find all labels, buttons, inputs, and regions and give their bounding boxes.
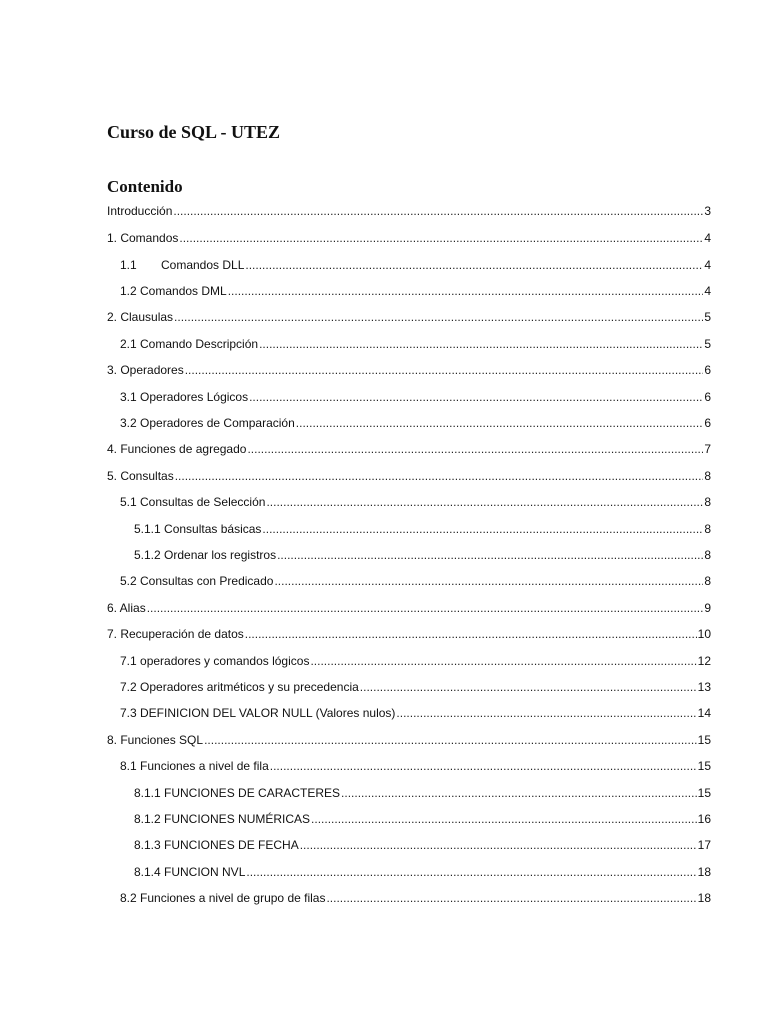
- toc-entry-page: 6: [704, 363, 711, 377]
- toc-entry-page: 18: [697, 865, 711, 879]
- toc-entry-label: 8.1.4 FUNCION NVL: [134, 865, 246, 879]
- toc-leader-dots: [247, 440, 703, 458]
- toc-heading: Contenido: [107, 177, 183, 196]
- toc-leader-dots: [262, 520, 703, 538]
- toc-entry-label: 8.1 Funciones a nivel de fila: [120, 759, 269, 773]
- toc-entry-page: 8: [704, 574, 711, 588]
- toc-entry-label: 5.1.2 Ordenar los registros: [134, 548, 277, 562]
- toc-entry-page: 8: [704, 469, 711, 483]
- toc-entry-label: 8. Funciones SQL: [107, 733, 204, 747]
- toc-entry-valor-null[interactable]: [120, 704, 711, 722]
- toc-entry-label: 2. Clausulas: [107, 310, 174, 324]
- toc-entry-operadores-comparacion[interactable]: [120, 414, 711, 432]
- toc-entry-label: 6. Alias: [107, 601, 146, 615]
- toc-entry-funciones-grupo-filas[interactable]: [120, 889, 711, 907]
- toc-leader-dots: [175, 467, 704, 485]
- toc-entry-page: 17: [697, 838, 711, 852]
- toc-entry-page: 4: [704, 231, 711, 245]
- toc-entry-label: 8.1.2 FUNCIONES NUMÉRICAS: [134, 812, 311, 826]
- toc-entry-label: 4. Funciones de agregado: [107, 442, 247, 456]
- document-title: Curso de SQL - UTEZ: [107, 122, 281, 142]
- toc-entry-alias[interactable]: [107, 599, 711, 617]
- toc-leader-dots: [360, 678, 697, 696]
- toc-leader-dots: [174, 308, 703, 326]
- toc-entry-funciones-sql[interactable]: [107, 731, 711, 749]
- toc-leader-dots: [204, 731, 697, 749]
- toc-entry-operadores-comandos-logicos[interactable]: [120, 652, 711, 670]
- toc-entry-page: 9: [704, 601, 711, 615]
- toc-entry-clausulas[interactable]: [107, 308, 711, 326]
- toc-entry-label: 8.1.3 FUNCIONES DE FECHA: [134, 838, 299, 852]
- toc-entry-label: 3.2 Operadores de Comparación: [120, 416, 295, 430]
- toc-entry-page: 16: [697, 812, 711, 826]
- toc-entry-label: 5.1 Consultas de Selección: [120, 495, 266, 509]
- toc-entry-page: 18: [697, 891, 711, 905]
- toc-leader-dots: [245, 256, 703, 274]
- toc-entry-page: 4: [704, 258, 711, 272]
- toc-entry-consultas[interactable]: [107, 467, 711, 485]
- toc-entry-label: 7. Recuperación de datos: [107, 627, 244, 641]
- toc-leader-dots: [228, 282, 704, 300]
- toc-entry-label: 7.1 operadores y comandos lógicos: [120, 654, 310, 668]
- toc-entry-page: 6: [704, 416, 711, 430]
- toc-entry-label: Introducción: [107, 204, 173, 218]
- toc-entry-consultas-basicas[interactable]: [134, 520, 711, 538]
- toc-leader-dots: [277, 546, 703, 564]
- toc-entry-funciones-numericas[interactable]: [134, 810, 711, 828]
- toc-entry-introduccion[interactable]: [107, 202, 711, 220]
- toc-leader-dots: [326, 889, 696, 907]
- toc-entry-number: 1.1: [120, 258, 137, 272]
- toc-entry-operadores-logicos[interactable]: [120, 388, 711, 406]
- toc-entry-page: 14: [697, 706, 711, 720]
- toc-leader-dots: [274, 572, 703, 590]
- toc-entry-label: 2.1 Comando Descripción: [120, 337, 259, 351]
- toc-entry-comandos-dml[interactable]: [120, 282, 711, 300]
- toc-leader-dots: [173, 202, 703, 220]
- toc-entry-label: 8.1.1 FUNCIONES DE CARACTERES: [134, 786, 341, 800]
- toc-entry-label: 1.2 Comandos DML: [120, 284, 227, 298]
- toc-entry-funciones-agregado[interactable]: [107, 440, 711, 458]
- toc-entry-label: 7.3 DEFINICION DEL VALOR NULL (Valores nulos): [120, 706, 396, 720]
- toc-leader-dots: [310, 652, 696, 670]
- toc-entry-funciones-fecha[interactable]: [134, 836, 711, 854]
- toc-entry-page: 15: [697, 759, 711, 773]
- toc-entry-consultas-seleccion[interactable]: [120, 493, 711, 511]
- toc-entry-label: 5.2 Consultas con Predicado: [120, 574, 274, 588]
- toc-entry-label: Comandos DLL: [161, 258, 245, 272]
- toc-entry-page: 15: [697, 786, 711, 800]
- toc-entry-page: 10: [697, 627, 711, 641]
- toc-entry-comandos[interactable]: [107, 229, 711, 247]
- toc-entry-page: 6: [704, 390, 711, 404]
- toc-entry-page: 12: [697, 654, 711, 668]
- toc-entry-page: 8: [704, 548, 711, 562]
- toc-entry-page: 15: [697, 733, 711, 747]
- toc-entry-funcion-nvl[interactable]: [134, 863, 711, 881]
- toc-entry-label: 1. Comandos: [107, 231, 179, 245]
- toc-entry-comandos-dll[interactable]: [120, 256, 711, 274]
- toc-leader-dots: [259, 335, 703, 353]
- toc-entry-label: 7.2 Operadores aritméticos y su precedencia: [120, 680, 359, 694]
- toc-leader-dots: [246, 863, 696, 881]
- toc-entry-label: 3. Operadores: [107, 363, 184, 377]
- toc-entry-page: 5: [704, 337, 711, 351]
- toc-leader-dots: [300, 836, 697, 854]
- toc-entry-page: 4: [704, 284, 711, 298]
- toc-entry-funciones-fila[interactable]: [120, 757, 711, 775]
- toc-entry-recuperacion-datos[interactable]: [107, 625, 711, 643]
- toc-leader-dots: [147, 599, 704, 617]
- toc-leader-dots: [179, 229, 703, 247]
- toc-entry-comando-descripcion[interactable]: [120, 335, 711, 353]
- toc-entry-page: 3: [704, 204, 711, 218]
- toc-entry-page: 7: [704, 442, 711, 456]
- toc-leader-dots: [270, 757, 697, 775]
- toc-entry-page: 5: [704, 310, 711, 324]
- toc-entry-page: 13: [697, 680, 711, 694]
- toc-entry-page: 8: [704, 495, 711, 509]
- toc-entry-label: 3.1 Operadores Lógicos: [120, 390, 249, 404]
- toc-leader-dots: [296, 414, 704, 432]
- toc-entry-label: 5.1.1 Consultas básicas: [134, 522, 262, 536]
- toc-entry-ordenar-registros[interactable]: [134, 546, 711, 564]
- toc-entry-label: 5. Consultas: [107, 469, 174, 483]
- toc-entry-operadores[interactable]: [107, 361, 711, 379]
- toc-entry-operadores-aritmeticos[interactable]: [120, 678, 711, 696]
- toc-entry-label-wrap: [120, 256, 244, 274]
- toc-entry-funciones-caracteres[interactable]: [134, 784, 711, 802]
- toc-leader-dots: [311, 810, 697, 828]
- toc-entry-page: 8: [704, 522, 711, 536]
- toc-entry-label: 8.2 Funciones a nivel de grupo de filas: [120, 891, 326, 905]
- toc-leader-dots: [185, 361, 704, 379]
- toc-entry-consultas-predicado[interactable]: [120, 572, 711, 590]
- toc-leader-dots: [266, 493, 703, 511]
- toc-leader-dots: [396, 704, 696, 722]
- toc-leader-dots: [249, 388, 703, 406]
- toc-leader-dots: [245, 625, 697, 643]
- toc-leader-dots: [341, 784, 697, 802]
